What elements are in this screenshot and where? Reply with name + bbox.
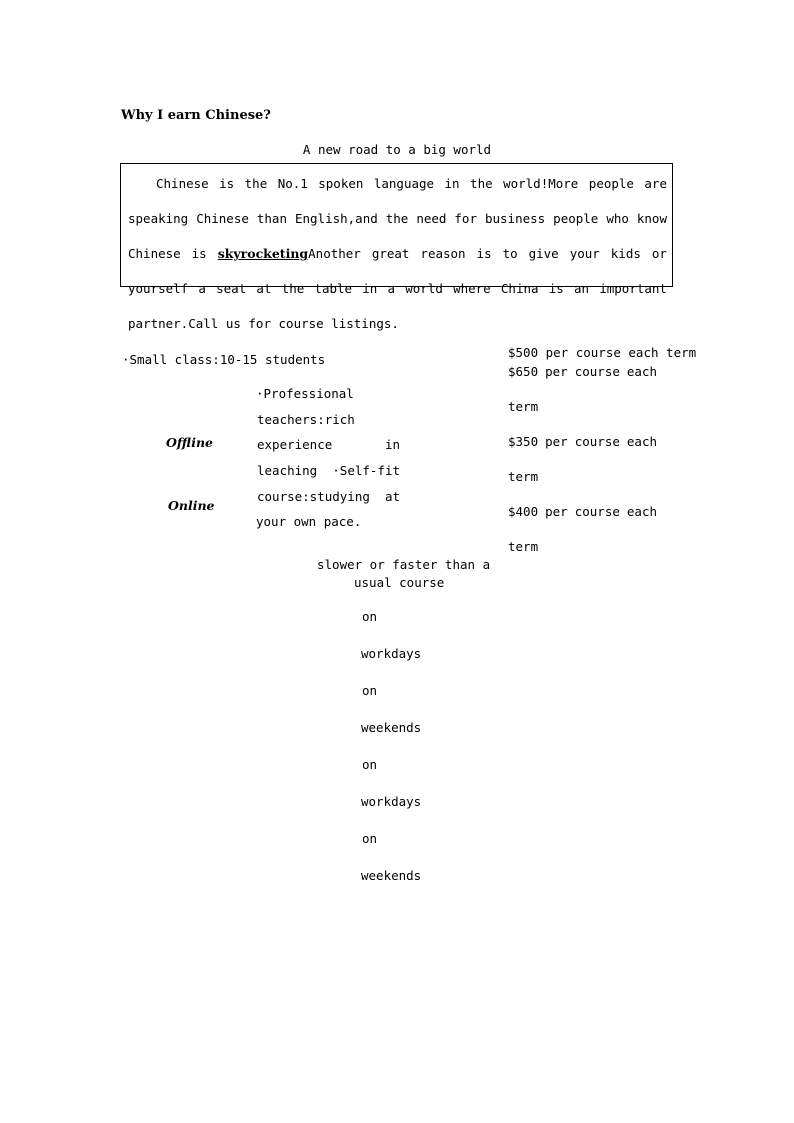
text-fragment: course (574, 434, 620, 449)
intro-word: Chinese (156, 176, 209, 191)
schedule-item: weekends (361, 720, 422, 735)
price-line-4 (508, 504, 657, 519)
text-fragment: $400 (508, 504, 539, 519)
intro-word: where (453, 281, 491, 296)
intro-word: your (569, 246, 600, 261)
intro-word: English,and (294, 211, 378, 226)
text-fragment: per (545, 364, 568, 379)
text-fragment: course:studying (257, 489, 370, 504)
intro-word: the (244, 176, 268, 191)
price-term: term (508, 399, 539, 414)
intro-word: great (371, 246, 410, 261)
feature-professional-2: teachers:rich (257, 412, 355, 427)
subtitle: A new road to a big world (302, 142, 492, 157)
intro-word: No.1 (277, 176, 308, 191)
text-fragment: course (574, 364, 620, 379)
text-fragment: experience (257, 437, 333, 452)
schedule-item: weekends (361, 868, 422, 883)
intro-word: business (484, 211, 546, 226)
highlight-word: skyrocketing (217, 246, 309, 261)
intro-word: a (198, 281, 206, 296)
intro-word: at (256, 281, 272, 296)
price-line-2 (508, 364, 657, 379)
text-fragment: each (626, 504, 657, 519)
price-line-1: $500 per course each term (508, 345, 697, 360)
price-term: term (508, 539, 539, 554)
intro-word: in (362, 281, 378, 296)
intro-line-4 (128, 281, 667, 296)
text-fragment: each (626, 434, 657, 449)
intro-word: or (651, 246, 667, 261)
intro-word: than (256, 211, 287, 226)
intro-line-1 (128, 176, 667, 191)
intro-word: a (387, 281, 396, 296)
intro-word: spoken (318, 176, 364, 191)
feature-selffit-3: your own pace. (256, 514, 362, 529)
intro-word: know (636, 211, 667, 226)
intro-word: Chinese (128, 246, 181, 261)
text-fragment: in (384, 437, 400, 452)
text-fragment: per (545, 434, 568, 449)
intro-word: to (502, 246, 518, 261)
intro-word: is (219, 176, 235, 191)
text-fragment: at (384, 489, 400, 504)
text-fragment: course (574, 504, 620, 519)
intro-word: important (599, 281, 667, 296)
intro-word: kids (610, 246, 641, 261)
intro-word: is (191, 246, 207, 261)
text-fragment: $350 (508, 434, 539, 449)
intro-word: reason (420, 246, 466, 261)
mode-online: Online (168, 498, 215, 513)
intro-word: the (281, 281, 305, 296)
schedule-item: on (362, 757, 378, 772)
intro-word: world!More (503, 176, 579, 191)
intro-word: Chinese (196, 211, 249, 226)
intro-word: world (405, 281, 443, 296)
page-heading: Why I earn Chinese? (121, 108, 271, 123)
feature-selffit-2 (257, 489, 400, 504)
intro-word: yourself (128, 281, 189, 296)
schedule-item: workdays (361, 646, 422, 661)
intro-word: are (644, 176, 667, 191)
intro-word: table (314, 281, 353, 296)
text-fragment: each (626, 364, 657, 379)
intro-line-2 (128, 211, 667, 226)
intro-word: is (476, 246, 492, 261)
feature-selffit-4: slower or faster than a (317, 557, 491, 572)
mode-offline: Offline (166, 435, 214, 450)
feature-small-class: ·Small class:10-15 students (122, 352, 326, 367)
intro-word: language (373, 176, 435, 191)
feature-professional-3 (257, 437, 400, 452)
intro-word: speaking (128, 211, 189, 226)
intro-word: need (416, 211, 447, 226)
text-fragment: $650 (508, 364, 539, 379)
schedule-item: workdays (361, 794, 422, 809)
intro-line-5: partner.Call us for course listings. (128, 316, 399, 331)
intro-word: the (470, 176, 493, 191)
feature-professional-1: ·Professional (256, 386, 354, 401)
intro-word: who (606, 211, 629, 226)
intro-word: people (588, 176, 634, 191)
intro-word: seat (216, 281, 247, 296)
schedule-item: on (362, 683, 378, 698)
schedule-item: on (362, 831, 378, 846)
intro-word: Another (308, 246, 361, 261)
intro-word: give (528, 246, 559, 261)
intro-word: is (548, 281, 564, 296)
feature-selffit-5: usual course (354, 575, 445, 590)
price-term: term (508, 469, 539, 484)
intro-word: people (553, 211, 599, 226)
text-fragment: per (545, 504, 568, 519)
price-line-3 (508, 434, 657, 449)
intro-word: for (454, 211, 477, 226)
schedule-item: on (362, 609, 378, 624)
feature-professional-4 (257, 463, 400, 478)
intro-word: an (573, 281, 590, 296)
intro-word: in (444, 176, 460, 191)
intro-word: the (385, 211, 409, 226)
text-fragment: leaching (257, 463, 318, 478)
intro-line-3 (128, 246, 667, 261)
text-fragment: ·Self-fit (332, 463, 400, 478)
intro-word: China (500, 281, 539, 296)
